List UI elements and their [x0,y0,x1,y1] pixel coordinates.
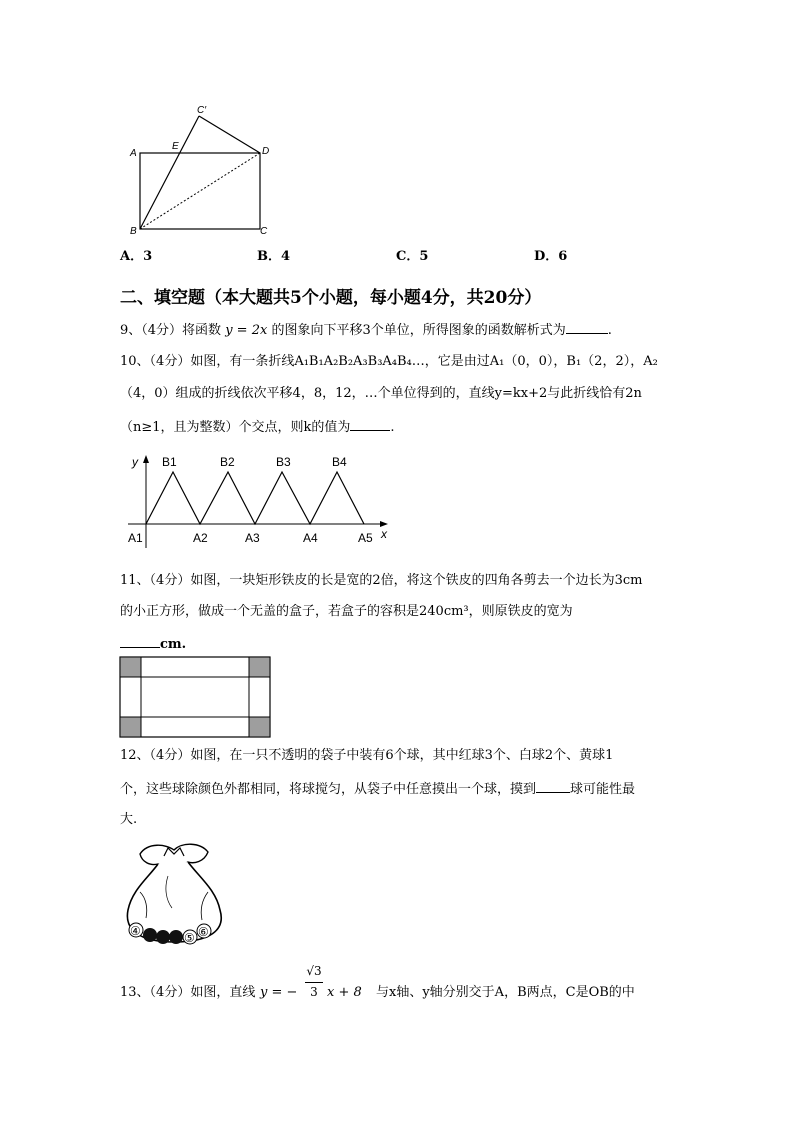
zigzag-figure [120,448,400,552]
label-a1: A1 [128,531,143,545]
ball-6-label: ⑥ [198,925,209,939]
q13-formula-lhs: y = − [260,985,298,1000]
label-c: C [260,226,268,237]
label-b2: B2 [220,455,235,469]
option-d: D．6 [534,249,568,264]
zigzag-polyline [146,472,364,524]
option-b: B．4 [257,249,291,264]
q10-line-2: （4，0）组成的折线依次平移4，8，12，…个单位得到的，直线y=kx+2与此折线恰有2n [120,386,642,401]
diagonal-bd [140,153,260,229]
q9-end: . [607,323,612,338]
question-9 [120,320,612,340]
q11-line-2: 的小正方形，做成一个无盖的盒子，若盒子的容积是240cm³，则原铁皮的宽为 [120,604,573,619]
q11-line-1: 11、（4分）如图，一块矩形铁皮的长是宽的2倍，将这个铁皮的四角各剪去一个边长为3cm [120,573,643,588]
ball-black-2 [156,930,170,944]
q9-answer-blank [566,320,608,334]
q12-line-2-prefix: 个，这些球除颜色外都相同，将球搅匀，从袋子中任意摸出一个球，摸到 [120,782,537,797]
q10-line-3 [120,417,395,437]
section-title: 二、填空题（本大题共5个小题，每小题4分，共20分） [120,288,542,308]
q9-formula: y = 2x [225,323,268,338]
option-c: C．5 [396,249,429,264]
label-a2: A2 [193,531,208,545]
q10-answer-blank [350,417,390,431]
y-axis-arrow [143,455,149,463]
label-e: E [172,141,179,152]
q9-prefix: 9、（4分）将函数 [120,323,222,338]
sheet-outline [120,657,270,737]
q12-line-1: 12、（4分）如图，在一只不透明的袋子中装有6个球，其中红球3个、白球2个、黄球1 [120,748,614,763]
ball-black-3 [169,930,183,944]
q13-fraction-bar [305,982,323,983]
q12-answer-blank [536,779,570,793]
option-a: A．3 [120,249,153,264]
label-a: A [130,148,137,159]
label-b: B [130,226,137,237]
ball-5-label: ⑤ [184,931,195,945]
ball-black-1 [143,928,157,942]
q10-line-3-prefix: （n≥1，且为整数）个交点，则k的值为 [120,420,351,435]
label-c-prime: C′ [197,105,207,116]
ball-4-label: ④ [130,924,141,938]
q13-fraction [305,964,323,1000]
label-b1: B1 [162,455,177,469]
x-axis-label: x [381,527,387,541]
iron-sheet-figure [118,655,274,741]
q9-suffix: 的图象向下平移3个单位，所得图象的函数解析式为 [271,323,566,338]
q13-fraction-denominator: 3 [310,985,318,999]
q11-unit: cm. [160,637,187,652]
bag-figure [118,838,230,948]
q12-line-2-suffix: 球可能性最 [570,782,636,797]
segment-bc-prime [140,116,199,229]
q13-suffix: 与x轴、y轴分别交于A，B两点，C是OB的中 [376,985,635,1000]
label-b3: B3 [276,455,291,469]
label-a4: A4 [303,531,318,545]
q13-fraction-numerator: √3 [306,964,322,978]
corner-square-top-left [120,657,141,677]
label-a3: A3 [245,531,260,545]
q10-line-3-end: . [390,420,395,435]
corner-square-bottom-right [249,717,270,737]
corner-square-bottom-left [120,717,141,737]
q11-line-3 [120,634,186,654]
label-d: D [262,146,270,157]
q12-line-2 [120,779,635,799]
q10-line-1: 10、（4分）如图，有一条折线A₁B₁A₂B₂A₃B₃A₄B₄…，它是由过A₁（0，0），B₁（2，2），A₂ [120,354,658,369]
q12-line-3: 大. [120,812,138,827]
label-b4: B4 [332,455,347,469]
label-a5: A5 [358,531,373,545]
q11-answer-blank [120,634,160,648]
q13-prefix: 13、（4分）如图，直线 [120,985,256,1000]
segment-c-prime-d [199,116,260,153]
y-axis-label: y [132,455,138,469]
q13-formula-rhs: x + 8 [327,985,362,1000]
corner-square-top-right [249,657,270,677]
rectangle-fold-figure [120,100,290,240]
